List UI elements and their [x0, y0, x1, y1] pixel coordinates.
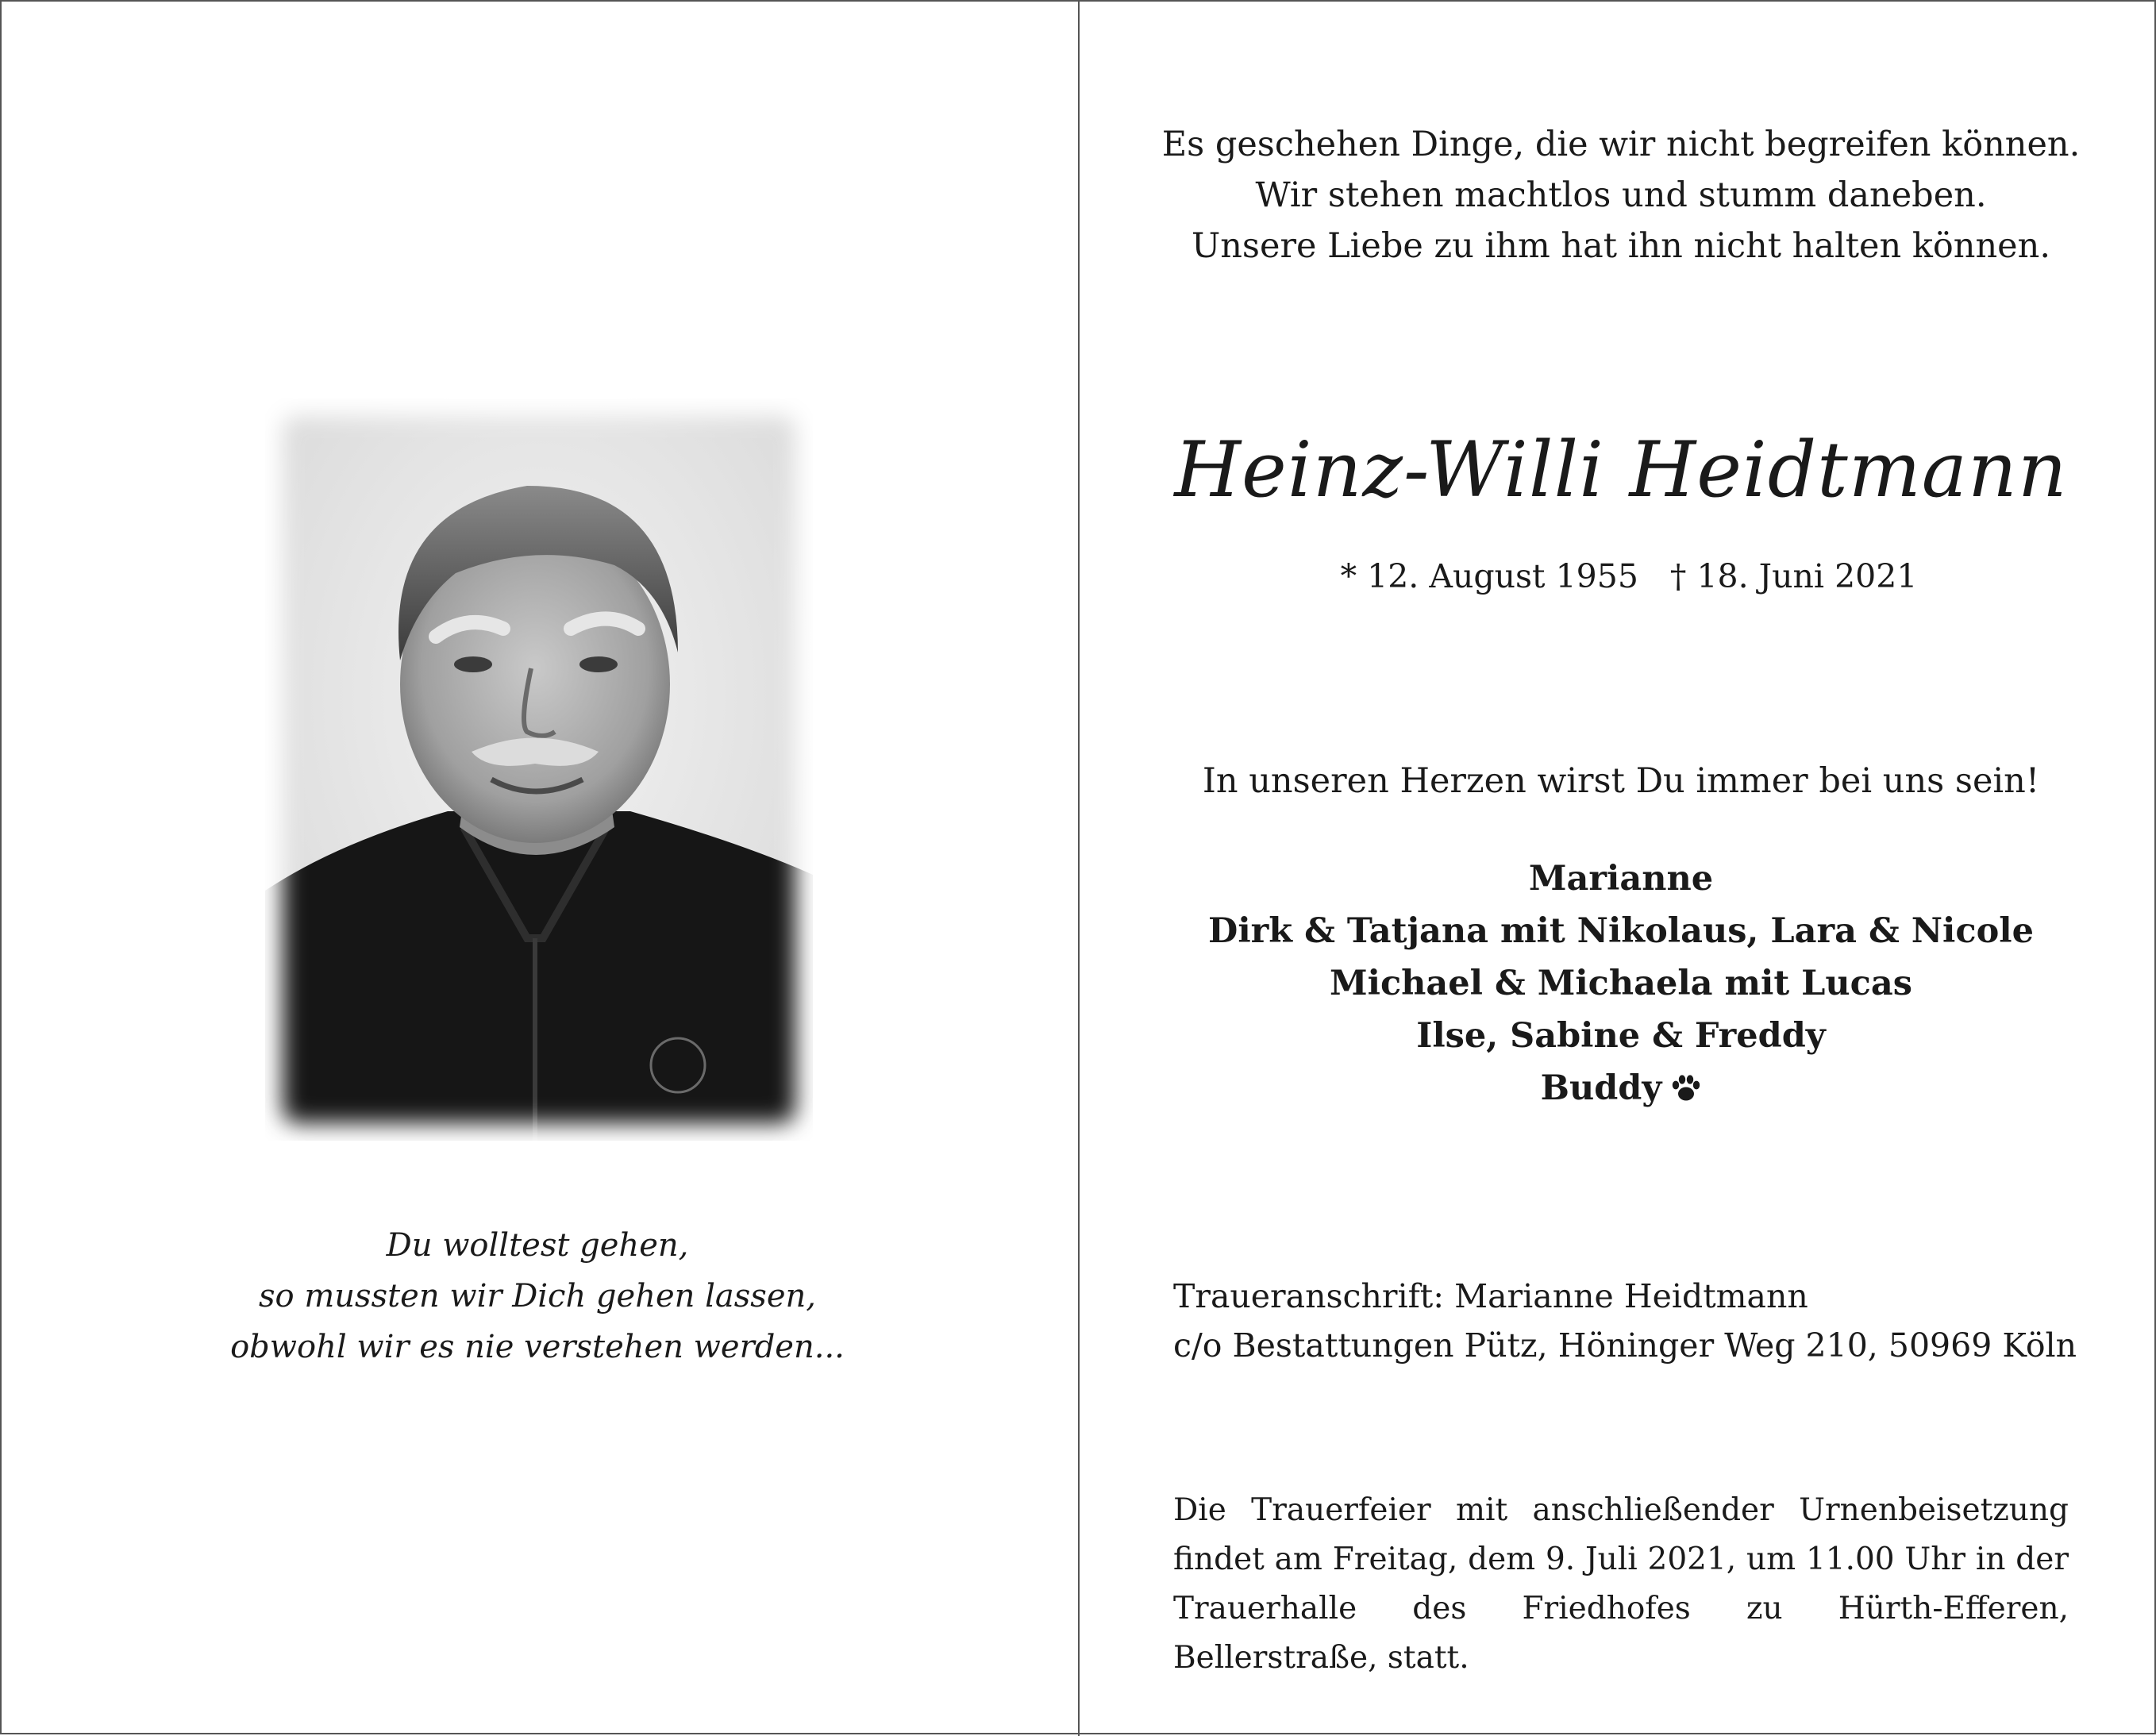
ceremony-notice: Die Trauerfeier mit anschließender Urnenbeisetzung findet am Freitag, dem 9. Juli 2021, um 11.00 Uhr in der Trauerhalle des Friedhofes zu Hürth-Efferen, Bellerstraße, statt. — [1173, 1492, 2069, 1676]
fold-divider — [1078, 2, 1080, 1736]
intro-poem-line: Es geschehen Dinge, die wir nicht begreifen können. — [1161, 125, 2081, 164]
left-poem-line: so mussten wir Dich gehen lassen, — [259, 1278, 816, 1315]
motto: In unseren Herzen wirst Du immer bei uns sein! — [1202, 761, 2040, 801]
mourning-address — [1173, 1272, 2126, 1370]
family-line: Dirk & Tatjana mit Nikolaus, Lara & Nicole — [1208, 911, 2034, 951]
life-dates — [1192, 552, 2066, 600]
family-signatures — [1145, 853, 2097, 1118]
death-date: † 18. Juni 2021 — [1669, 557, 1918, 595]
deceased-name: Heinz-Willi Heidtmann — [1174, 425, 2068, 514]
birth-date: * 12. August 1955 — [1340, 557, 1638, 595]
left-poem-line: obwohl wir es nie verstehen werden... — [230, 1329, 845, 1365]
address-line: c/o Bestattungen Pütz, Höninger Weg 210, 50969 Köln — [1173, 1326, 2077, 1365]
intro-poem — [1145, 119, 2097, 271]
address-line: Traueranschrift: Marianne Heidtmann — [1173, 1277, 1808, 1315]
intro-poem-line: Wir stehen machtlos und stumm daneben. — [1255, 175, 1987, 215]
pet-name: Buddy — [1540, 1068, 1662, 1108]
left-poem-line: Du wolltest gehen, — [386, 1227, 689, 1264]
intro-poem-line: Unsere Liebe zu ihm hat ihn nicht halten können. — [1192, 226, 2050, 266]
left-poem — [160, 1220, 914, 1372]
paw-icon — [1671, 1065, 1701, 1118]
portrait-photo — [265, 398, 813, 1141]
family-line: Michael & Michaela mit Lucas — [1330, 964, 1912, 1003]
family-line: Ilse, Sabine & Freddy — [1416, 1016, 1826, 1056]
family-line: Marianne — [1528, 859, 1714, 899]
family-line-pet — [1145, 1062, 2097, 1118]
